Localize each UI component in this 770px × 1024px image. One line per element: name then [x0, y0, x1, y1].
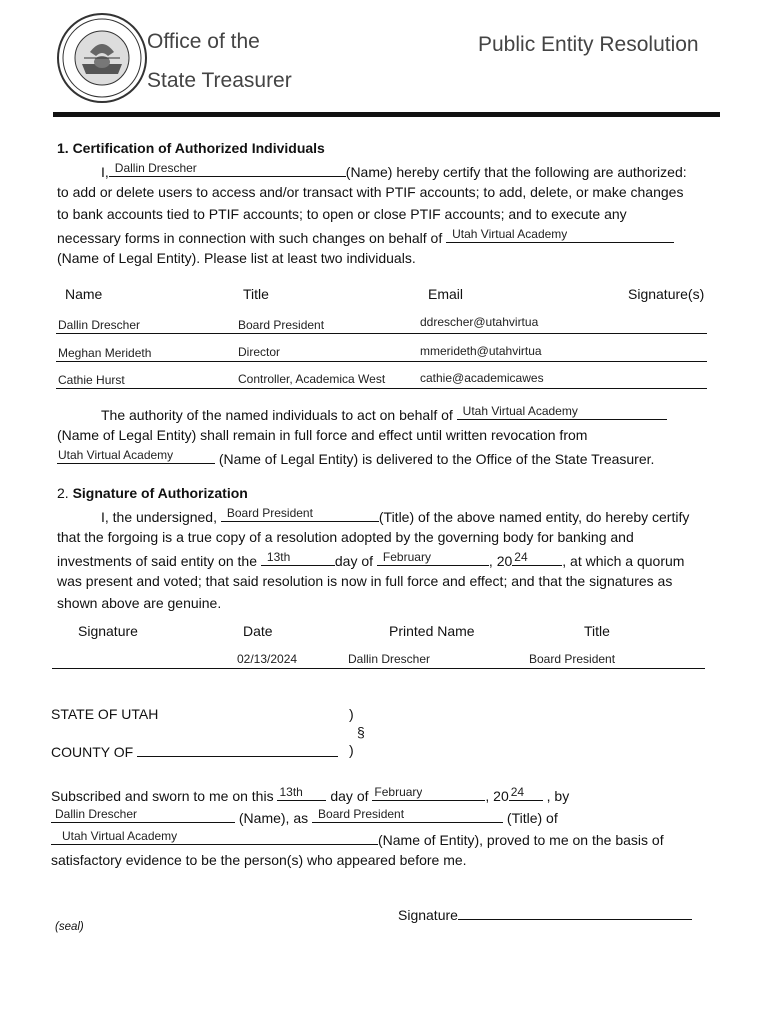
sworn-line3 — [51, 830, 664, 848]
notary-signature-field[interactable] — [458, 905, 692, 920]
resolution-year-value: 24 — [514, 550, 528, 564]
sig-header-date: Date — [243, 623, 273, 639]
section1-line5: (Name of Legal Entity). Please list at least two individuals. — [57, 250, 416, 266]
county-line — [51, 742, 338, 760]
resolution-month-field[interactable] — [377, 551, 489, 566]
signature-line — [52, 668, 705, 669]
certifier-name-field[interactable] — [109, 162, 346, 177]
sworn-year-value: 24 — [510, 785, 525, 799]
sworn-entity-suffix: (Name of Entity), proved to me on the basis of — [378, 832, 664, 848]
notary-signature-line — [398, 905, 692, 923]
s2-year-prefix: , 20 — [488, 553, 513, 569]
line1-suffix: (Name) hereby certify that the following are authorized: — [345, 164, 687, 180]
sworn-line4: satisfactory evidence to be the person(s) who appeared before me. — [51, 852, 467, 868]
notary-signature-label: Signature — [398, 907, 458, 923]
sig-title[interactable]: Board President — [529, 652, 616, 666]
bracket-top: ) — [349, 706, 354, 722]
sworn-line2 — [51, 808, 558, 826]
signer-title-field[interactable] — [221, 507, 379, 522]
row-email[interactable]: ddrescher@utahvirtua — [420, 315, 539, 329]
sig-header-signature: Signature — [78, 623, 138, 639]
row-email[interactable]: mmerideth@utahvirtua — [420, 344, 542, 358]
sig-header-title: Title — [584, 623, 610, 639]
sworn-prefix: Subscribed and sworn to me on this — [51, 788, 274, 804]
section2-line2: that the forgoing is a true copy of a resolution adopted by the governing body for banking and — [57, 529, 634, 545]
section-symbol: § — [357, 724, 365, 740]
row-underline — [56, 333, 707, 334]
row-title[interactable]: Controller, Academica West — [238, 372, 386, 386]
section1-heading: 1. Certification of Authorized Individuals — [57, 140, 325, 156]
section2-number: 2. — [57, 485, 69, 501]
sworn-month-value: February — [374, 785, 423, 799]
s2-line1-suffix: (Title) of the above named entity, do hereby certify — [378, 509, 690, 525]
resolution-month-value: February — [382, 550, 431, 564]
state-label: STATE OF UTAH — [51, 706, 159, 722]
sworn-title-of: (Title) of — [506, 810, 558, 826]
sworn-day-value: 13th — [279, 785, 303, 799]
col-header-name: Name — [65, 286, 103, 302]
section2-heading — [57, 485, 248, 501]
certifier-name-value: Dallin Drescher — [114, 161, 197, 175]
sworn-month-field[interactable] — [372, 786, 485, 801]
section2-line5: shown above are genuine. — [57, 595, 222, 611]
authority-entity2-value: Utah Virtual Academy — [58, 448, 174, 462]
s2-line3-suffix: , at which a quorum — [562, 553, 685, 569]
header-divider — [53, 112, 720, 117]
sworn-year-field[interactable] — [509, 786, 543, 801]
section2-title: Signature of Authorization — [72, 485, 248, 501]
section1-line1 — [101, 162, 687, 180]
sworn-year-prefix: , 20 — [485, 788, 509, 804]
section1-line4 — [57, 228, 674, 246]
county-field[interactable] — [137, 742, 338, 757]
sig-printed-name[interactable]: Dallin Drescher — [348, 652, 431, 666]
authority-line3 — [57, 449, 654, 467]
col-header-title: Title — [243, 286, 269, 302]
sworn-entity-field[interactable] — [51, 830, 378, 845]
row-email[interactable]: cathie@academicawes — [420, 371, 544, 385]
sworn-name-field[interactable] — [51, 808, 235, 823]
sworn-day-of: day of — [330, 788, 369, 804]
entity-name-field[interactable] — [446, 228, 674, 243]
office-name-line1: Office of the — [147, 30, 260, 53]
row-underline — [56, 361, 707, 362]
row-name[interactable]: Dallin Drescher — [58, 318, 141, 332]
sworn-by: , by — [546, 788, 570, 804]
section2-line4: was present and voted; that said resolution is now in full force and effect; and that the signatures as — [57, 573, 673, 589]
sworn-name-value: Dallin Drescher — [55, 807, 138, 821]
form-title: Public Entity Resolution — [478, 33, 699, 56]
authority-prefix: The authority of the named individuals to act on behalf of — [101, 407, 453, 423]
line4-prefix: necessary forms in connection with such changes on behalf of — [57, 230, 443, 246]
sig-header-printed-name: Printed Name — [389, 623, 475, 639]
section2-line1 — [101, 507, 689, 525]
row-title[interactable]: Director — [238, 345, 281, 359]
row-name[interactable]: Meghan Merideth — [58, 346, 152, 360]
county-label: COUNTY OF — [51, 744, 134, 760]
sig-date[interactable]: 02/13/2024 — [237, 652, 298, 666]
s2-day-of: day of — [334, 553, 374, 569]
col-header-email: Email — [428, 286, 464, 302]
resolution-day-field[interactable] — [261, 551, 335, 566]
authority-entity2-field[interactable] — [57, 449, 215, 464]
sworn-line1 — [51, 786, 569, 804]
s2-line3-prefix: investments of said entity on the — [57, 553, 257, 569]
sworn-name-as: (Name), as — [238, 810, 309, 826]
section1-line2: to add or delete users to access and/or transact with PTIF accounts; to add, delete, or make changes — [57, 184, 684, 200]
office-name-line2: State Treasurer — [147, 69, 292, 92]
authority-line3-suffix: (Name of Legal Entity) is delivered to the Office of the State Treasurer. — [218, 451, 655, 467]
section2-line3 — [57, 551, 684, 569]
line1-prefix: I, — [101, 164, 109, 180]
authority-entity-field[interactable] — [457, 405, 667, 420]
row-name[interactable]: Cathie Hurst — [58, 373, 125, 387]
authority-line1 — [101, 405, 667, 423]
resolution-year-field[interactable] — [512, 551, 562, 566]
bracket-bottom: ) — [349, 742, 354, 758]
sworn-day-field[interactable] — [277, 786, 326, 801]
state-seal — [56, 12, 148, 104]
authority-line2: (Name of Legal Entity) shall remain in full force and effect until written revocation from — [57, 427, 588, 443]
signer-title-value: Board President — [226, 506, 313, 520]
s2-line1-prefix: I, the undersigned, — [101, 509, 217, 525]
entity-name-value: Utah Virtual Academy — [452, 227, 568, 241]
authority-entity-value: Utah Virtual Academy — [462, 404, 578, 418]
sworn-title-field[interactable] — [312, 808, 503, 823]
section1-line3: to bank accounts tied to PTIF accounts; to open or close PTIF accounts; and to execute any — [57, 206, 627, 222]
row-title[interactable]: Board President — [238, 318, 325, 332]
seal-label: (seal) — [55, 921, 84, 933]
sworn-title-value: Board President — [318, 807, 405, 821]
resolution-day-value: 13th — [266, 550, 291, 564]
row-underline — [56, 388, 707, 389]
sworn-entity-value: Utah Virtual Academy — [62, 829, 178, 843]
col-header-signature: Signature(s) — [628, 286, 705, 302]
